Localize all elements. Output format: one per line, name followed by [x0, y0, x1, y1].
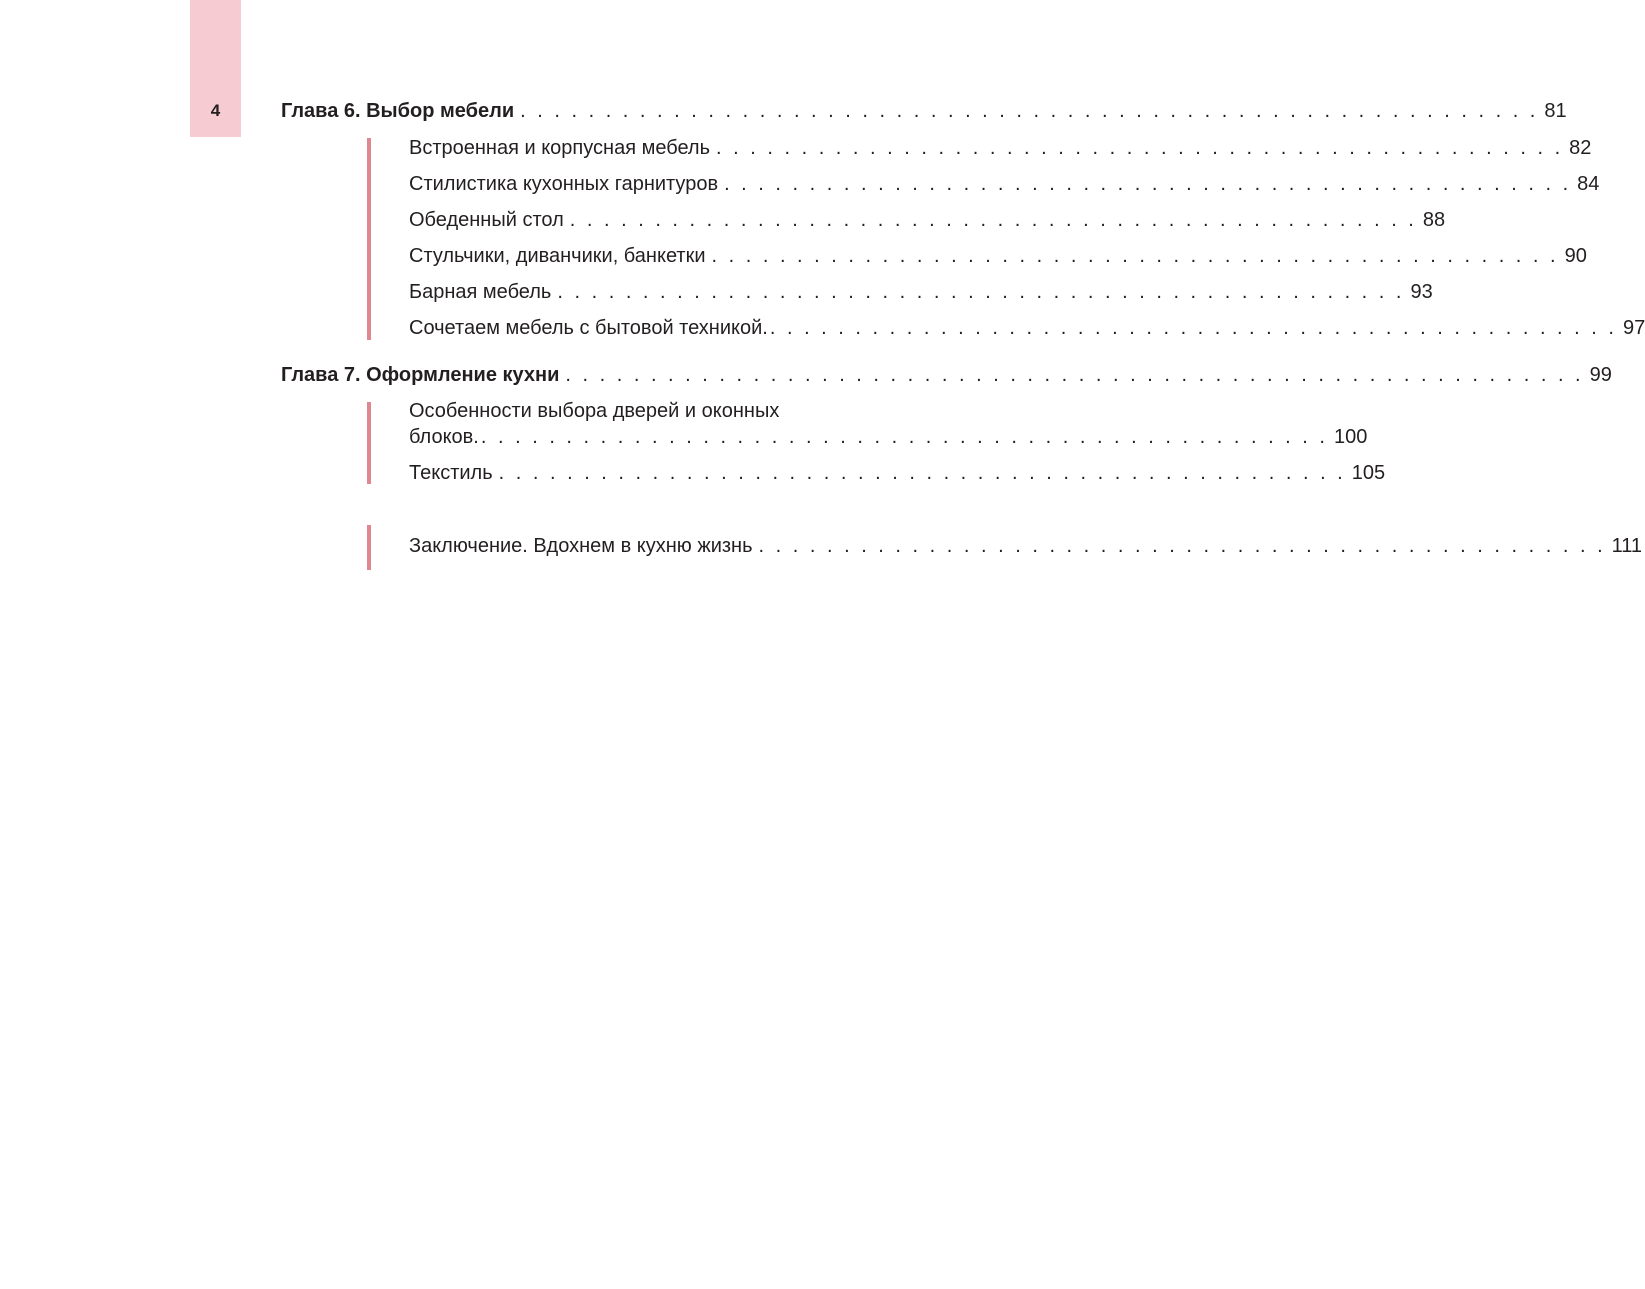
toc-page-number: 105 — [1351, 462, 1386, 484]
toc-chapter-7[interactable] — [281, 362, 1612, 388]
toc-item[interactable] — [409, 460, 1386, 486]
dot-leader: . . . . . . . . . . . . . . . . . . . . . . . . . . . . . . . . . . . . . . . . . . . . . . . . . . — [480, 426, 1328, 448]
toc-item-title: Стилистика кухонных гарнитуров — [409, 173, 719, 195]
toc-item[interactable] — [409, 279, 1433, 305]
toc-item-title: Встроенная и корпусная мебель — [409, 137, 711, 159]
toc-page-number: 111 — [1611, 535, 1643, 557]
section-accent-bar — [367, 525, 371, 570]
toc-item[interactable] — [409, 135, 1592, 161]
dot-leader: . . . . . . . . . . . . . . . . . . . . . . . . . . . . . . . . . . . . . . . . . . . . . . . . . . . . . . . . . . . . — [565, 364, 1584, 386]
toc-chapter-title: Глава 6. Выбор мебели — [281, 100, 515, 122]
toc-item-title: Барная мебель — [409, 281, 552, 303]
toc-page-number: 100 — [1333, 426, 1368, 448]
dot-leader: . . . . . . . . . . . . . . . . . . . . . . . . . . . . . . . . . . . . . . . . . . . . . . . . . . . . . . . . . . . . — [520, 100, 1539, 122]
toc-item[interactable] — [409, 207, 1446, 233]
toc-item[interactable] — [409, 171, 1600, 197]
toc-chapter-6[interactable] — [281, 98, 1567, 124]
toc-page-number: 90 — [1564, 245, 1587, 267]
toc-page-number: 84 — [1577, 173, 1600, 195]
dot-leader: . . . . . . . . . . . . . . . . . . . . . . . . . . . . . . . . . . . . . . . . . . . . . . . . . . — [569, 209, 1417, 231]
toc-item-title: Обеденный стол — [409, 209, 564, 231]
toc-item-title-line1[interactable]: Особенности выбора дверей и оконных — [409, 400, 780, 422]
toc-page-number: 88 — [1422, 209, 1446, 231]
toc-chapter-title: Глава 7. Оформление кухни — [281, 364, 560, 386]
toc-page-number: 97 — [1622, 317, 1645, 339]
dot-leader: . . . . . . . . . . . . . . . . . . . . . . . . . . . . . . . . . . . . . . . . . . . . . . . . . . — [769, 317, 1617, 339]
dot-leader: . . . . . . . . . . . . . . . . . . . . . . . . . . . . . . . . . . . . . . . . . . . . . . . . . . — [498, 462, 1346, 484]
toc-item-title: Стульчики, диванчики, банкетки — [409, 245, 706, 267]
toc-page-number: 93 — [1410, 281, 1433, 303]
toc-item-title: блоков. — [409, 426, 479, 448]
toc-item-title: Заключение. Вдохнем в кухню жизнь — [409, 535, 753, 557]
section-accent-bar — [367, 138, 371, 340]
dot-leader: . . . . . . . . . . . . . . . . . . . . . . . . . . . . . . . . . . . . . . . . . . . . . . . . . . — [557, 281, 1405, 303]
dot-leader: . . . . . . . . . . . . . . . . . . . . . . . . . . . . . . . . . . . . . . . . . . . . . . . . . . — [711, 245, 1559, 267]
toc-item-title: Сочетаем мебель с бытовой техникой. — [409, 317, 768, 339]
toc-page-number: 99 — [1589, 364, 1612, 386]
toc-conclusion[interactable] — [409, 533, 1643, 559]
toc-item[interactable] — [409, 243, 1587, 269]
page-number: 4 — [210, 101, 221, 120]
dot-leader: . . . . . . . . . . . . . . . . . . . . . . . . . . . . . . . . . . . . . . . . . . . . . . . . . . — [724, 173, 1572, 195]
dot-leader: . . . . . . . . . . . . . . . . . . . . . . . . . . . . . . . . . . . . . . . . . . . . . . . . . . — [758, 535, 1606, 557]
toc-item[interactable] — [409, 315, 1645, 341]
toc-page-number: 82 — [1569, 137, 1592, 159]
dot-leader: . . . . . . . . . . . . . . . . . . . . . . . . . . . . . . . . . . . . . . . . . . . . . . . . . . — [716, 137, 1564, 159]
toc-item[interactable] — [409, 424, 1368, 450]
section-accent-bar — [367, 402, 371, 484]
toc-item-title: Текстиль — [409, 462, 493, 484]
toc-page-number: 81 — [1544, 100, 1567, 122]
